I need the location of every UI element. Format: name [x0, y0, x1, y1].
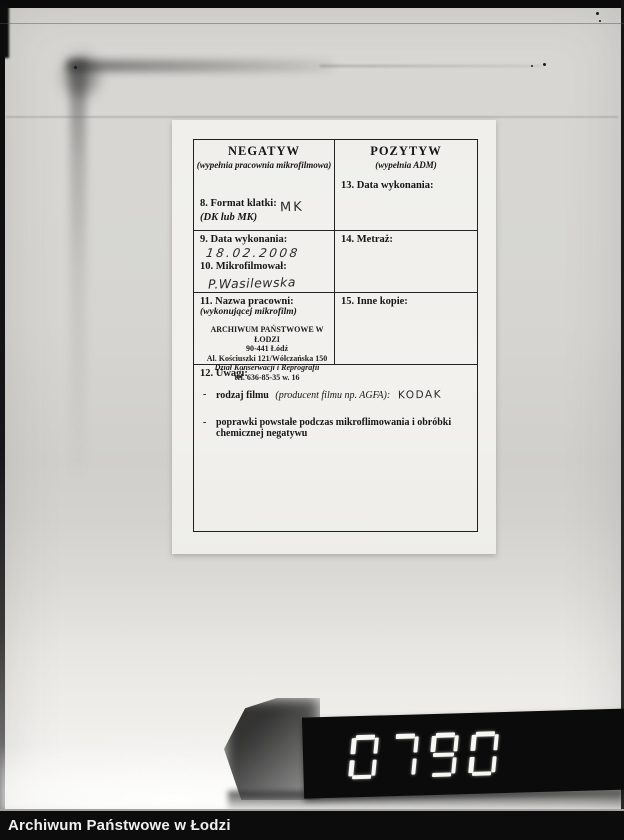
negatyw-subtitle: (wypełnia pracownia mikrofilmowa): [196, 160, 332, 170]
field-10-label: 10. Mikrofilmował:: [200, 261, 287, 272]
dust-speck: [74, 66, 77, 69]
archive-name-label: Archiwum Państwowe w Łodzi: [8, 817, 231, 834]
cell-pozytyw: [335, 140, 477, 231]
uwagi-item2-text: poprawki powstałe podczas mikroflimowania i obróbki chemicznej negatywu: [216, 417, 452, 439]
frame-shadow-horizontal: [66, 60, 334, 72]
bullet-dash: -: [203, 389, 207, 400]
field-11-label: 11. Nazwa pracowni:: [200, 296, 294, 307]
cell-inne-kopie: [335, 293, 477, 365]
film-edge-left: [0, 0, 5, 812]
dust-speck: [543, 63, 546, 66]
film-edge-left-wedge: [0, 6, 9, 58]
field-13-label: 13. Data wykonania:: [341, 180, 434, 191]
seven-segment-digit: [348, 735, 379, 780]
field-11-sublabel: (wykonującej mikrofilm): [200, 307, 297, 317]
dust-speck: [596, 12, 599, 15]
uwagi-item1-handwritten-value: KODAK: [397, 388, 442, 402]
uwagi-item-2: [203, 417, 477, 439]
backing-sheet-edge: [6, 116, 618, 118]
field-8-label: 8. Format klatki:: [200, 198, 277, 209]
pozytyw-title: POZYTYW: [370, 144, 442, 158]
film-edge-top: [0, 0, 624, 8]
form-paper: [172, 120, 496, 554]
microfilm-form-table: [193, 139, 478, 532]
field-8-hint: (DK lub MK): [200, 212, 258, 223]
dust-speck: [531, 65, 533, 67]
archive-footer-bar: [0, 811, 624, 840]
seven-segment-digit: [468, 731, 499, 776]
field-9-handwritten-value: 18.02.2008: [205, 246, 301, 260]
field-9-label: 9. Data wykonania:: [200, 234, 288, 245]
bullet-dash: -: [203, 417, 207, 428]
dust-speck: [599, 20, 601, 22]
field-14-label: 14. Metraż:: [341, 234, 393, 245]
uwagi-item1-note: (producent filmu np. AGFA):: [275, 390, 391, 401]
seven-segment-digit: [388, 733, 419, 778]
stamp-line-4: Dział Konserwacji i Reprografii: [214, 363, 320, 373]
stamp-line-3: Al. Kościuszki 121/Wólczańska 150: [206, 353, 328, 363]
field-10-handwritten-signature: P.Wasilewska: [207, 274, 297, 292]
uwagi-item1-label: rodzaj filmu: [216, 390, 269, 401]
cell-metraz: [335, 231, 477, 293]
cell-negatyw: [194, 140, 335, 231]
pozytyw-subtitle: (wypełnia ADM): [375, 160, 437, 170]
field-15-label: 15. Inne kopie:: [341, 296, 408, 307]
field-12-label: 12. Uwagi:: [200, 368, 248, 379]
counter-digits: [349, 731, 510, 779]
stamp-line-5: tel. 636-85-35 w. 16: [234, 372, 300, 382]
stamp-line-2: 90-441 Łódź: [246, 344, 288, 354]
stamp-line-1: ARCHIWUM PAŃSTWOWE W ŁODZI: [210, 325, 324, 344]
cell-data-mikrofilmowal: [194, 231, 335, 293]
frame-shadow-tail: [320, 65, 542, 67]
frame-counter-display: [302, 708, 624, 798]
film-scan-line: [0, 23, 624, 24]
field-8-handwritten-value: MK: [279, 199, 305, 216]
negatyw-title: NEGATYW: [227, 144, 301, 158]
cell-uwagi: [194, 365, 477, 530]
uwagi-item-1: [203, 389, 477, 401]
frame-shadow-vertical: [70, 60, 86, 530]
seven-segment-digit: [428, 732, 459, 777]
